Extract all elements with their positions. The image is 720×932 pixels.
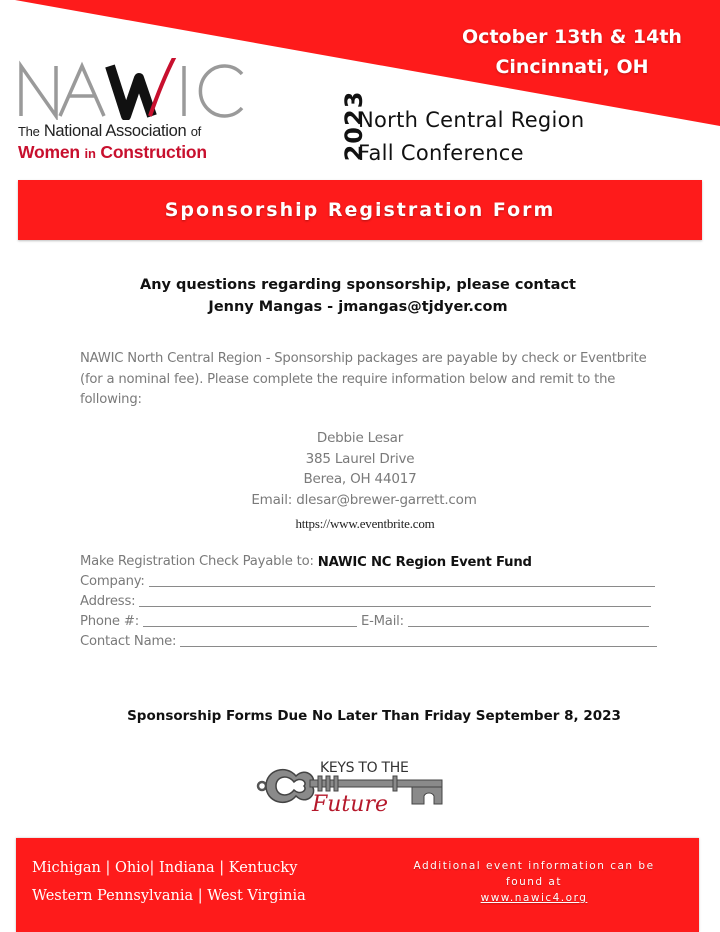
info-line1: Additional event information can be bbox=[413, 860, 655, 872]
event-date-location bbox=[432, 22, 692, 82]
company-row bbox=[80, 570, 655, 590]
payment-instructions: NAWIC North Central Region - Sponsorship packages are payable by check or Eventbrite (for a nominal fee). Please complete the require information below and remit to the following: bbox=[80, 351, 647, 407]
remit-city: Berea, OH 44017 bbox=[303, 471, 417, 487]
region-states bbox=[32, 854, 306, 910]
form-title: Sponsorship Registration Form bbox=[164, 199, 556, 221]
keys-to-the-future-logo bbox=[256, 758, 448, 826]
contact-name-label: Contact Name: bbox=[80, 634, 177, 649]
remit-street: 385 Laurel Drive bbox=[305, 450, 415, 467]
logo-tagline-line2: Women in Construction bbox=[18, 142, 207, 162]
payable-label: Make Registration Check Payable to: bbox=[80, 554, 314, 569]
contact-line1: Any questions regarding sponsorship, please contact bbox=[140, 277, 576, 293]
phone-field[interactable] bbox=[143, 613, 357, 627]
remit-name: Debbie Lesar bbox=[316, 430, 404, 446]
payable-row bbox=[80, 550, 655, 570]
address-field[interactable] bbox=[139, 593, 651, 607]
conference-title bbox=[358, 104, 584, 170]
contact-name-row bbox=[80, 630, 655, 650]
logo-tagline-line1: The National Association of bbox=[18, 122, 201, 140]
event-location: Cincinnati, OH bbox=[495, 56, 649, 78]
deadline-notice: Sponsorship Forms Due No Later Than Friday September 8, 2023 bbox=[127, 708, 621, 724]
conference-title-line1: North Central Region bbox=[358, 108, 585, 132]
phone-label: Phone #: bbox=[80, 614, 139, 629]
nawic-logo bbox=[18, 58, 248, 168]
company-field[interactable] bbox=[149, 573, 655, 587]
email-label: E-Mail: bbox=[360, 614, 404, 629]
contact-line2: Jenny Mangas - jmangas@tjdyer.com bbox=[208, 299, 508, 315]
eventbrite-link[interactable]: https://www.eventbrite.com bbox=[295, 516, 435, 531]
keys-logo-title: KEYS TO THE bbox=[320, 760, 409, 776]
nawic-wordmark-icon bbox=[18, 58, 248, 120]
additional-info bbox=[394, 858, 674, 906]
footer-band bbox=[16, 838, 699, 932]
form-title-banner bbox=[18, 180, 702, 240]
states-line1: Michigan | Ohio| Indiana | Kentucky bbox=[32, 860, 298, 876]
company-label: Company: bbox=[80, 574, 145, 589]
address-label: Address: bbox=[80, 594, 136, 609]
phone-email-row bbox=[80, 610, 655, 630]
info-line2: found at bbox=[506, 876, 562, 888]
conference-title-line2: Fall Conference bbox=[358, 141, 524, 165]
address-row bbox=[80, 590, 655, 610]
sponsorship-contact bbox=[0, 274, 716, 318]
remit-email: Email: dlesar@brewer-garrett.com bbox=[251, 491, 477, 508]
payable-to: NAWIC NC Region Event Fund bbox=[317, 555, 532, 570]
states-line2: Western Pennsylvania | West Virginia bbox=[32, 888, 306, 904]
nawic4-website-link[interactable]: www.nawic4.org bbox=[480, 892, 588, 904]
email-field[interactable] bbox=[408, 613, 649, 627]
contact-name-field[interactable] bbox=[180, 633, 657, 647]
remit-address bbox=[0, 428, 720, 535]
keys-logo-subtitle: Future bbox=[312, 792, 388, 817]
conference-year: 2023 bbox=[340, 90, 368, 162]
event-date: October 13th & 14th bbox=[462, 26, 682, 48]
registration-form bbox=[80, 550, 655, 650]
